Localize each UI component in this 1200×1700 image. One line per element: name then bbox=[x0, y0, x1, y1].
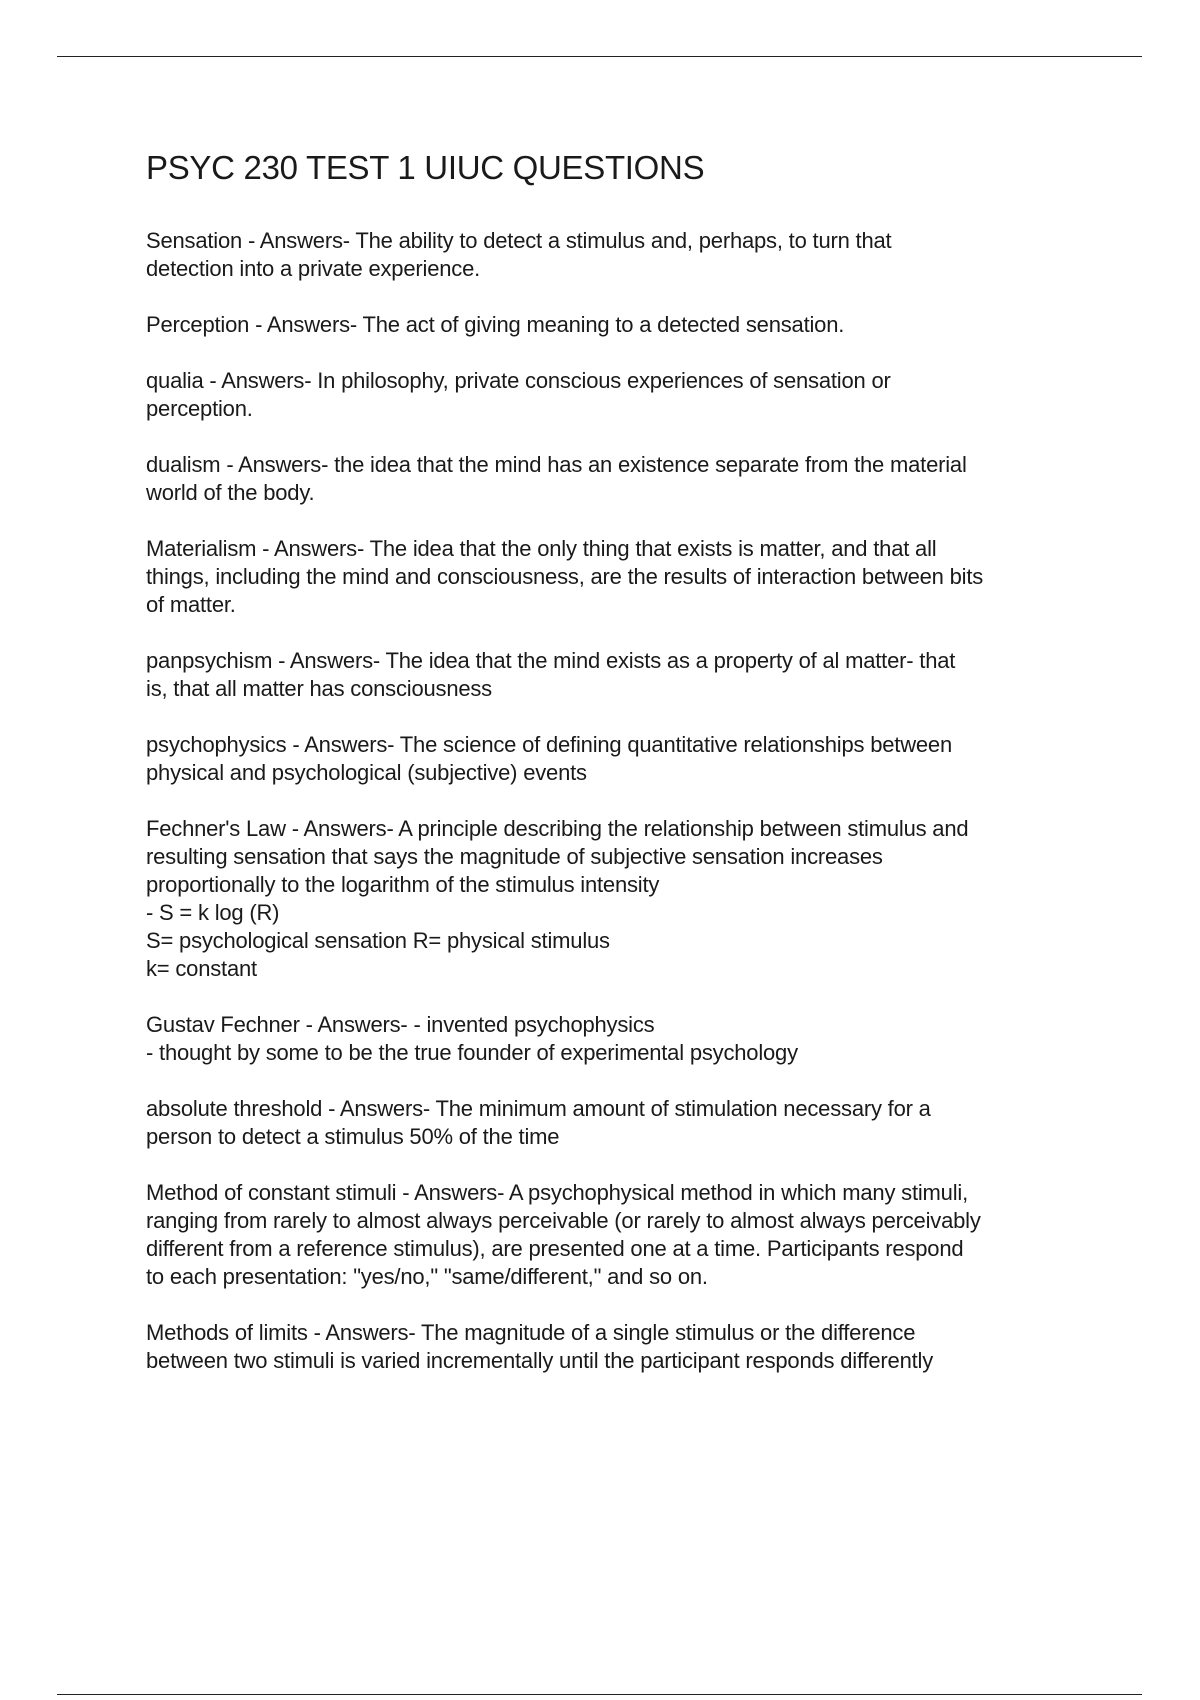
top-divider bbox=[57, 56, 1142, 57]
qa-entry-gustav-fechner: Gustav Fechner - Answers- - invented psychophysics - thought by some to be the true founder of experimental psychology bbox=[146, 1012, 798, 1065]
qa-entry-sensation: Sensation - Answers- The ability to detect a stimulus and, perhaps, to turn that detection into a private experience. bbox=[146, 228, 892, 281]
document-body bbox=[146, 146, 1106, 1403]
qa-entry-methods-of-limits: Methods of limits - Answers- The magnitude of a single stimulus or the difference between two stimuli is varied incrementally until the participant responds differently bbox=[146, 1320, 934, 1373]
qa-entry-psychophysics: psychophysics - Answers- The science of defining quantitative relationships between physical and psychological (subjective) events bbox=[146, 732, 953, 785]
qa-list bbox=[146, 227, 1106, 1375]
qa-entry-method-of-constant-stimuli: Method of constant stimuli - Answers- A psychophysical method in which many stimuli, ranging from rarely to almost always perceivable (or rarely to almost always perceivably different from a reference stimulus), are presented one at a time. Participants respond to each presentation: "yes/no," "same/different," and so on. bbox=[146, 1180, 981, 1289]
qa-entry-materialism: Materialism - Answers- The idea that the only thing that exists is matter, and that all things, including the mind and consciousness, are the results of interaction between bits of matter. bbox=[146, 536, 984, 617]
qa-entry-absolute-threshold: absolute threshold - Answers- The minimum amount of stimulation necessary for a person to detect a stimulus 50% of the time bbox=[146, 1096, 931, 1149]
page-title: PSYC 230 TEST 1 UIUC QUESTIONS bbox=[146, 149, 705, 186]
qa-entry-dualism: dualism - Answers- the idea that the mind has an existence separate from the material world of the body. bbox=[146, 452, 967, 505]
qa-entry-perception: Perception - Answers- The act of giving meaning to a detected sensation. bbox=[146, 312, 845, 337]
qa-entry-fechners-law: Fechner's Law - Answers- A principle describing the relationship between stimulus and resulting sensation that says the magnitude of subjective sensation increases proportionally to the logarithm of the stimulus intensity - S = k log (R) S= psychological sensation R= physical stimulus k= constant bbox=[146, 816, 969, 981]
bottom-divider bbox=[57, 1694, 1142, 1695]
qa-entry-qualia: qualia - Answers- In philosophy, private conscious experiences of sensation or perception. bbox=[146, 368, 891, 421]
qa-entry-panpsychism: panpsychism - Answers- The idea that the mind exists as a property of al matter- that is, that all matter has consciousness bbox=[146, 648, 956, 701]
